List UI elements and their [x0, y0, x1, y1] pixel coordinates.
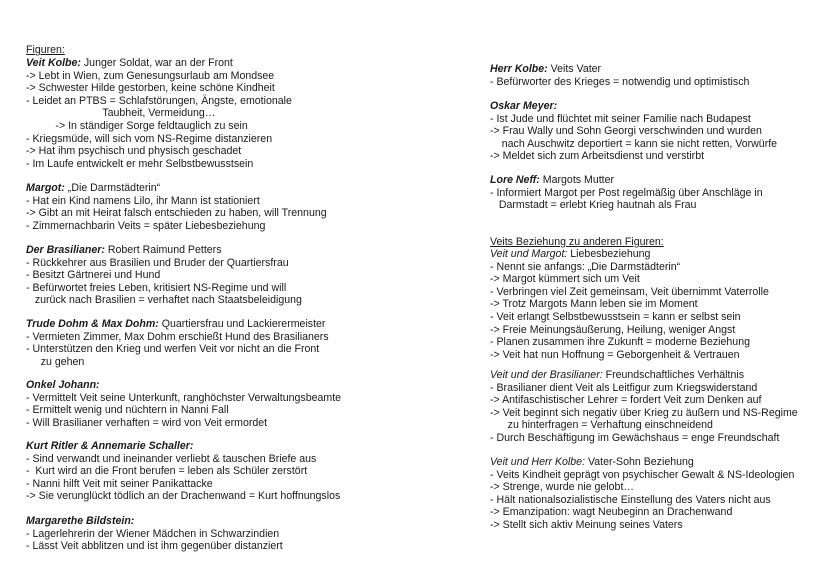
character-desc: Junger Soldat, war an der Front	[80, 57, 233, 69]
note-line: -> Sie verunglückt tödlich an der Drachenwand = Kurt hoffnungslos	[26, 490, 341, 503]
character-oskar-meyer	[490, 100, 810, 163]
relation-veit-herr-kolbe	[490, 456, 810, 532]
note-line: zu hinterfragen = Verhaftung einschneidend	[490, 419, 713, 432]
note-line: Taubheit, Vermeidung…	[26, 107, 216, 120]
character-name: Onkel Johann:	[26, 379, 100, 391]
relation-veit-margot	[490, 248, 810, 361]
note-line: - Lagerlehrerin der Wiener Mädchen in Schwarzindien	[26, 527, 280, 540]
character-desc: Quartiersfrau und Lackierermeister	[158, 318, 326, 330]
note-line: - Durch Beschäftigung im Gewächshaus = enge Freundschaft	[490, 431, 780, 444]
note-line: - Hat ein Kind namens Lilo, ihr Mann ist stationiert	[26, 194, 260, 207]
character-lore-neff	[490, 174, 810, 212]
character-margarethe-bildstein	[26, 515, 416, 553]
note-line: - Sind verwandt und ineinander verliebt & tauschen Briefe aus	[26, 452, 317, 465]
note-line: - Veits Kindheit geprägt von psychischer Gewalt & NS-Ideologien	[490, 468, 795, 481]
note-line: nach Auschwitz deportiert = kann sie nicht retten, Vorwürfe	[490, 137, 778, 150]
note-line: - Nennt sie anfangs: „Die Darmstädterin“	[490, 260, 681, 273]
relation-veit-brasilianer	[490, 369, 810, 445]
note-line: - Unterstützen den Krieg und werfen Veit vor nicht an die Front	[26, 343, 320, 356]
relation-desc: Vater-Sohn Beziehung	[585, 456, 694, 468]
character-name: Herr Kolbe:	[490, 63, 548, 75]
note-line: - Informiert Margot per Post regelmäßig über Anschläge in	[490, 186, 763, 199]
note-line: - Leidet an PTBS = Schlafstörungen, Ängste, emotionale	[26, 94, 292, 107]
note-line: -> Margot kümmert sich um Veit	[490, 273, 640, 286]
character-desc: Margots Mutter	[539, 174, 615, 186]
note-line: - Nanni hilft Veit mit seiner Panikattacke	[26, 477, 213, 490]
note-line: -> Meldet sich zum Arbeitsdienst und verstirbt	[490, 150, 705, 163]
note-line: - Rückkehrer aus Brasilien und Bruder der Quartiersfrau	[26, 256, 289, 269]
note-line: -> Emanzipation: wagt Neubeginn an Drachenwand	[490, 506, 733, 519]
note-line: - Will Brasilianer verhaften = wird von Veit ermordet	[26, 416, 268, 429]
note-line: -> Freie Meinungsäußerung, Heilung, weniger Angst	[490, 323, 736, 336]
character-name: Oskar Meyer:	[490, 100, 558, 112]
note-line: -> Gibt an mit Heirat falsch entschieden zu haben, will Trennung	[26, 207, 327, 220]
relation-name: Veit und der Brasilianer:	[490, 369, 603, 381]
character-kurt-annemarie	[26, 440, 416, 503]
note-line: - Planen zusammen ihre Zukunft = moderne Beziehung	[490, 336, 750, 349]
character-veit-kolbe	[26, 57, 416, 170]
note-line: - Ist Jude und flüchtet mit seiner Familie nach Budapest	[490, 112, 751, 125]
note-line: -> Antifaschistischer Lehrer = fordert Veit zum Denken auf	[490, 394, 762, 407]
note-line: - Zimmernachbarin Veits = später Liebesbeziehung	[26, 219, 266, 232]
note-line: - Lässt Veit abblitzen und ist ihm gegenüber distanziert	[26, 540, 283, 553]
note-line: zu gehen	[26, 355, 85, 368]
note-line: - Brasilianer dient Veit als Leitfigur zum Kriegswiderstand	[490, 381, 758, 394]
note-line: zurück nach Brasilien = verhaftet nach Staatsbeleidigung	[26, 294, 302, 307]
note-line: - Kurt wird an die Front berufen = leben als Schüler zerstört	[26, 465, 308, 478]
note-line: - Hält nationalsozialistische Einstellung des Vaters nicht aus	[490, 493, 771, 506]
note-line: - Befürwortet freies Leben, kritisiert NS-Regime und will	[26, 281, 287, 294]
note-line: - Vermittelt Veit seine Unterkunft, ranghöchster Verwaltungsbeamte	[26, 391, 342, 404]
note-line: - Verbringen viel Zeit gemeinsam, Veit übernimmt Vaterrolle	[490, 285, 769, 298]
note-line: - Besitzt Gärtnerei und Hund	[26, 269, 161, 282]
character-der-brasilianer	[26, 244, 416, 307]
note-line: -> Stellt sich aktiv Meinung seines Vaters	[490, 518, 683, 531]
note-line: - Befürworter des Krieges = notwendig und optimistisch	[490, 75, 750, 88]
character-name: Margot:	[26, 182, 65, 194]
note-line: -> Veit hat nun Hoffnung = Geborgenheit & Vertrauen	[490, 348, 740, 361]
note-line: -> Lebt in Wien, zum Genesungsurlaub am Mondsee	[26, 69, 275, 82]
relation-desc: Freundschaftliches Verhältnis	[602, 369, 744, 381]
note-line: Darmstadt = erlebt Krieg hautnah als Frau	[490, 199, 697, 212]
character-onkel-johann	[26, 379, 416, 429]
note-line: -> Strenge, wurde nie gelobt…	[490, 481, 634, 494]
note-line: - Kriegsmüde, will sich vom NS-Regime distanzieren	[26, 132, 273, 145]
note-line: - Ermittelt wenig und nüchtern in Nanni Fall	[26, 404, 229, 417]
character-herr-kolbe	[490, 63, 810, 88]
note-line: -> Hat ihm psychisch und physisch geschadet	[26, 145, 242, 158]
note-line: -> Trotz Margots Mann leben sie im Moment	[490, 298, 698, 311]
character-name: Der Brasilianer:	[26, 244, 105, 256]
note-line: - Im Laufe entwickelt er mehr Selbstbewusstsein	[26, 157, 254, 170]
character-margot	[26, 182, 416, 232]
character-name: Margarethe Bildstein:	[26, 515, 135, 527]
section-title-figuren: Figuren:	[26, 44, 65, 56]
note-line: -> In ständiger Sorge feldtauglich zu sein	[26, 119, 248, 132]
character-name: Veit Kolbe:	[26, 57, 81, 69]
note-line: - Vermieten Zimmer, Max Dohm erschießt Hund des Brasilianers	[26, 330, 329, 343]
note-line: - Veit erlangt Selbstbewusstsein = kann er selbst sein	[490, 310, 741, 323]
character-desc: „Die Darmstädterin“	[64, 182, 161, 194]
character-trude-max-dohm	[26, 318, 416, 368]
section-title-beziehungen: Veits Beziehung zu anderen Figuren:	[490, 236, 664, 248]
relation-name: Veit und Margot:	[490, 248, 568, 260]
character-name: Lore Neff:	[490, 174, 540, 186]
relation-name: Veit und Herr Kolbe:	[490, 456, 586, 468]
character-desc: Robert Raimund Petters	[104, 244, 222, 256]
note-line: -> Schwester Hilde gestorben, keine schöne Kindheit	[26, 82, 275, 95]
note-line: -> Frau Wally und Sohn Georgi verschwinden und wurden	[490, 125, 762, 138]
relation-desc: Liebesbeziehung	[567, 248, 651, 260]
note-line: -> Veit beginnt sich negativ über Krieg zu äußern und NS-Regime	[490, 406, 798, 419]
character-name: Trude Dohm & Max Dohm:	[26, 318, 159, 330]
character-name: Kurt Ritler & Annemarie Schaller:	[26, 440, 194, 452]
character-desc: Veits Vater	[547, 63, 602, 75]
